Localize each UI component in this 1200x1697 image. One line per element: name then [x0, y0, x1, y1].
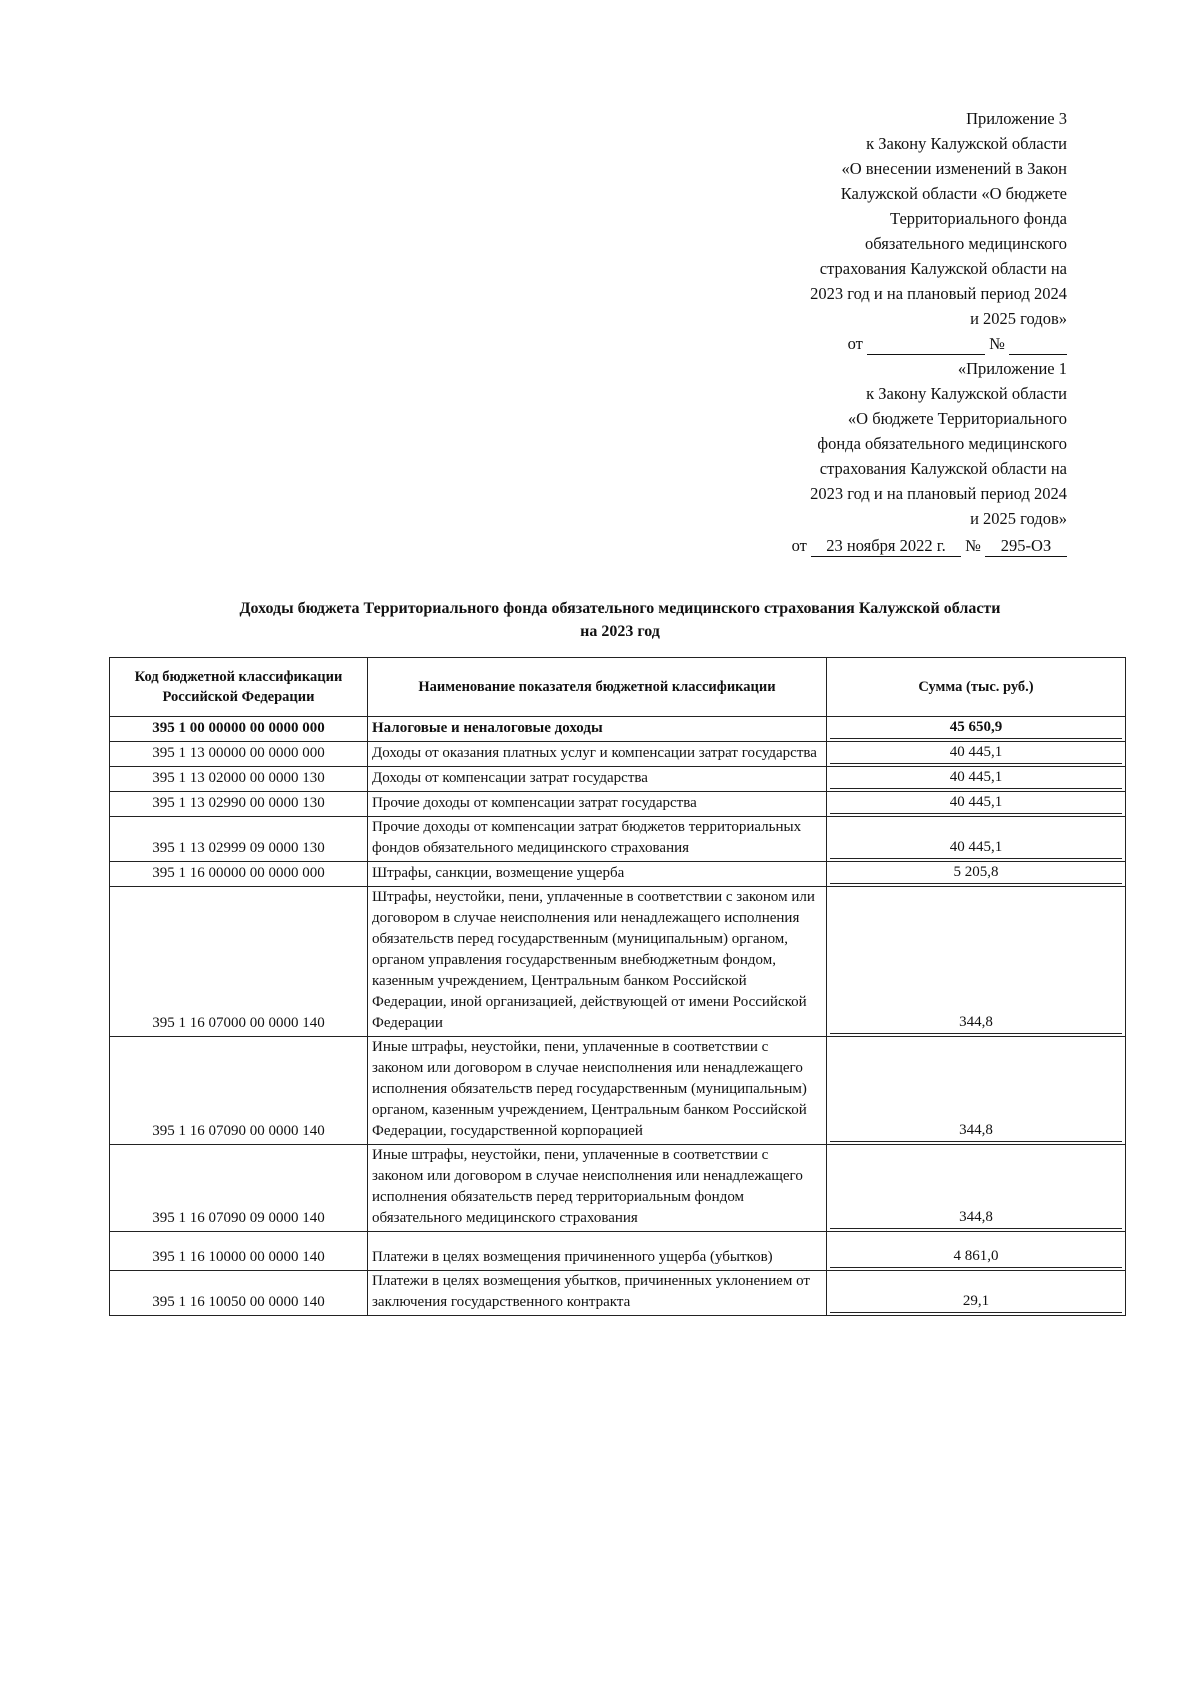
date-label: от: [791, 536, 807, 555]
table-row: [110, 792, 1126, 817]
sum-value: 344,8: [830, 1120, 1122, 1142]
table-header-row: [110, 658, 1126, 717]
appendix-1-line: фонда обязательного медицинского: [817, 434, 1067, 453]
cell-name: Прочие доходы от компенсации затрат бюджетов территориальных фондов обязательного медицинского страхования: [368, 817, 827, 862]
sum-value: 344,8: [830, 1207, 1122, 1229]
cell-code: 395 1 16 07000 00 0000 140: [110, 887, 368, 1037]
cell-code: 395 1 13 02999 09 0000 130: [110, 817, 368, 862]
cell-code: 395 1 16 07090 00 0000 140: [110, 1037, 368, 1145]
header-code: Код бюджетной классификации Российской Федерации: [110, 658, 368, 717]
cell-name: Штрафы, неустойки, пени, уплаченные в соответствии с законом или договором в случае неисполнения или ненадлежащего исполнения обязательств перед государственным (муниципальным) органом, органом управления государственным внебюджетным фондом, казенным учреждением, Центральным банком Российской Федерации, иной организацией, действующей от имени Российской Федерации: [368, 887, 827, 1037]
cell-name: Иные штрафы, неустойки, пени, уплаченные в соответствии с законом или договором в случае неисполнения или ненадлежащего исполнения обязательств перед территориальным фондом обязательного медицинского страхования: [368, 1145, 827, 1232]
sum-value: 45 650,9: [830, 717, 1122, 739]
appendix-3-header: [707, 106, 1067, 356]
appendix-3-line: Калужской области «О бюджете: [840, 184, 1067, 203]
cell-name: Платежи в целях возмещения убытков, причиненных уклонением от заключения государственного контракта: [368, 1271, 827, 1316]
appendix-3-line: к Закону Калужской области: [866, 134, 1067, 153]
number-label: №: [989, 334, 1005, 353]
cell-code: 395 1 13 02990 00 0000 130: [110, 792, 368, 817]
cell-name: Прочие доходы от компенсации затрат государства: [368, 792, 827, 817]
sum-value: 40 445,1: [830, 837, 1122, 859]
cell-name: Платежи в целях возмещения причиненного ущерба (убытков): [368, 1232, 827, 1271]
cell-code: 395 1 16 00000 00 0000 000: [110, 862, 368, 887]
title-line-1: Доходы бюджета Территориального фонда обязательного медицинского страхования Калужской области: [239, 600, 1001, 617]
cell-sum: [827, 717, 1126, 742]
table-row: [110, 1145, 1126, 1232]
appendix-3-line: обязательного медицинского: [865, 234, 1067, 253]
law-date: 23 ноября 2022 г.: [811, 536, 961, 557]
table-row: [110, 717, 1126, 742]
cell-name: Налоговые и неналоговые доходы: [368, 717, 827, 742]
table-row: [110, 1037, 1126, 1145]
appendix-3-line: «О внесении изменений в Закон: [841, 159, 1067, 178]
table-row: [110, 742, 1126, 767]
cell-sum: [827, 1145, 1126, 1232]
table-row: [110, 1271, 1126, 1316]
cell-sum: [827, 742, 1126, 767]
cell-sum: [827, 862, 1126, 887]
number-blank-field: [1009, 334, 1067, 355]
appendix-3-date-line: [707, 331, 1067, 356]
header-name: Наименование показателя бюджетной классификации: [368, 658, 827, 717]
cell-sum: [827, 1037, 1126, 1145]
appendix-3-line: страхования Калужской области на: [819, 259, 1067, 278]
sum-value: 4 861,0: [830, 1246, 1122, 1268]
cell-sum: [827, 1271, 1126, 1316]
number-label: №: [965, 536, 981, 555]
appendix-1-line: «О бюджете Территориального: [847, 409, 1067, 428]
cell-sum: [827, 817, 1126, 862]
cell-code: 395 1 16 10050 00 0000 140: [110, 1271, 368, 1316]
appendix-1-line: «Приложение 1: [957, 359, 1067, 378]
date-blank-field: [867, 334, 985, 355]
table-row: [110, 1232, 1126, 1271]
sum-value: 344,8: [830, 1012, 1122, 1034]
appendix-3-line: 2023 год и на плановый период 2024: [810, 284, 1067, 303]
appendix-1-line: и 2025 годов»: [970, 509, 1067, 528]
cell-sum: [827, 767, 1126, 792]
appendix-1-header: [707, 356, 1067, 558]
sum-value: 40 445,1: [830, 792, 1122, 814]
cell-sum: [827, 792, 1126, 817]
sum-value: 40 445,1: [830, 742, 1122, 764]
title-line-2: на 2023 год: [580, 623, 660, 640]
appendix-1-line: страхования Калужской области на: [819, 459, 1067, 478]
sum-value: 5 205,8: [830, 862, 1122, 884]
cell-code: 395 1 16 07090 09 0000 140: [110, 1145, 368, 1232]
revenue-table: [109, 657, 1126, 1316]
cell-name: Иные штрафы, неустойки, пени, уплаченные в соответствии с законом или договором в случае неисполнения или ненадлежащего исполнения обязательств перед государственным (муниципальным) органом, казенным учреждением, Центральным банком Российской Федерации, государственной корпорацией: [368, 1037, 827, 1145]
cell-code: 395 1 16 10000 00 0000 140: [110, 1232, 368, 1271]
cell-code: 395 1 13 00000 00 0000 000: [110, 742, 368, 767]
header-sum: Сумма (тыс. руб.): [827, 658, 1126, 717]
sum-value: 29,1: [830, 1291, 1122, 1313]
appendix-1-date-line: [707, 533, 1067, 558]
appendix-3-line: Территориального фонда: [890, 209, 1067, 228]
appendix-1-line: 2023 год и на плановый период 2024: [810, 484, 1067, 503]
table-row: [110, 817, 1126, 862]
cell-code: 395 1 13 02000 00 0000 130: [110, 767, 368, 792]
cell-code: 395 1 00 00000 00 0000 000: [110, 717, 368, 742]
cell-name: Доходы от оказания платных услуг и компенсации затрат государства: [368, 742, 827, 767]
cell-name: Доходы от компенсации затрат государства: [368, 767, 827, 792]
document-title: [170, 597, 1070, 643]
sum-value: 40 445,1: [830, 767, 1122, 789]
appendix-1-line: к Закону Калужской области: [866, 384, 1067, 403]
cell-name: Штрафы, санкции, возмещение ущерба: [368, 862, 827, 887]
appendix-3-line: и 2025 годов»: [970, 309, 1067, 328]
law-number: 295-ОЗ: [985, 536, 1067, 557]
table-row: [110, 862, 1126, 887]
appendix-3-line: Приложение 3: [966, 109, 1067, 128]
table-row: [110, 767, 1126, 792]
cell-sum: [827, 887, 1126, 1037]
cell-sum: [827, 1232, 1126, 1271]
table-row: [110, 887, 1126, 1037]
date-label: от: [847, 334, 863, 353]
